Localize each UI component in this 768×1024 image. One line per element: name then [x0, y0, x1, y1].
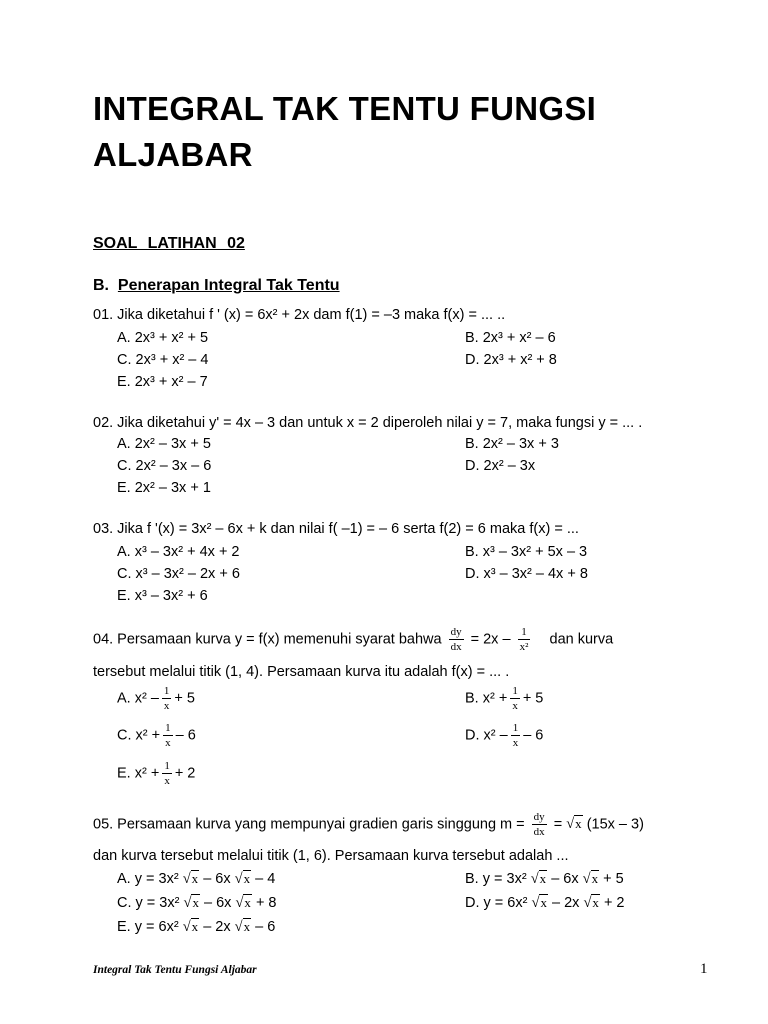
frac-den: x	[512, 737, 519, 749]
opt-pre: C. x² +	[117, 727, 161, 744]
frac-num: 1	[512, 722, 519, 734]
opt-pre: B. x² +	[465, 690, 508, 707]
dy-dx-fraction	[532, 810, 547, 839]
radicand: x	[191, 919, 199, 934]
opt-part: D. y = 6x²	[465, 895, 528, 911]
q01-option-e: E. 2x³ + x² – 7	[117, 374, 208, 390]
frac-den: x	[163, 700, 170, 712]
opt-part: – 6	[255, 919, 276, 935]
q02-option-a: A. 2x² – 3x + 5	[117, 436, 211, 452]
q01-option-a: A. 2x³ + x² + 5	[117, 330, 209, 346]
section-prefix: B.	[93, 277, 109, 294]
q05-stem-b: =	[553, 816, 563, 833]
one-over-x-fraction	[510, 684, 520, 713]
opt-post: + 2	[174, 765, 196, 782]
opt-part: + 8	[255, 895, 277, 911]
frac-num: dy	[450, 626, 462, 638]
opt-part: – 6x	[203, 895, 232, 911]
opt-part: E. y = 6x²	[117, 919, 179, 935]
q02-option-d: D. 2x² – 3x	[465, 458, 536, 474]
q05-stem-a: 05. Persamaan kurva yang mempunyai gradien garis singgung m =	[93, 816, 525, 833]
opt-post: – 6	[523, 727, 544, 744]
radicand: x	[591, 871, 599, 886]
frac-num: 1	[512, 685, 518, 697]
q01-option-b: B. 2x³ + x² – 6	[465, 330, 556, 346]
opt-part: + 5	[603, 871, 624, 887]
question-05-line-2: dan kurva tersebut melalui titik (1, 6). Persamaan kurva tersebut adalah ...	[93, 848, 569, 864]
dy-dx-fraction	[449, 625, 464, 654]
opt-pre: E. x² +	[117, 765, 160, 782]
section-heading	[93, 277, 340, 295]
q01-option-d: D. 2x³ + x² + 8	[465, 352, 557, 368]
q02-option-b: B. 2x² – 3x + 3	[465, 436, 559, 452]
one-over-x-fraction	[163, 721, 173, 750]
question-03-stem: 03. Jika f '(x) = 3x² – 6x + k dan nilai f( –1) = – 6 serta f(2) = 6 maka f(x) = ...	[93, 521, 579, 537]
radicand: x	[575, 816, 582, 832]
q03-option-a: A. x³ – 3x² + 4x + 2	[117, 544, 240, 560]
sqrt-x: √x	[183, 895, 199, 911]
exercise-subtitle: SOAL LATIHAN 02	[93, 235, 245, 252]
question-04-line-2: tersebut melalui titik (1, 4). Persamaan kurva itu adalah f(x) = ... .	[93, 664, 510, 680]
frac-den: x	[165, 737, 171, 749]
radicand: x	[192, 895, 199, 910]
page-title	[93, 86, 693, 178]
sqrt-x: √x	[530, 871, 547, 887]
opt-pre: A. x² –	[117, 690, 159, 707]
sqrt-x: √x	[531, 895, 547, 911]
q02-option-c: C. 2x² – 3x – 6	[117, 458, 212, 474]
sqrt-x: √x	[234, 871, 251, 887]
opt-post: – 6	[175, 727, 196, 744]
frac-den: x	[164, 775, 170, 787]
frac-num: 1	[164, 760, 170, 772]
frac-num: 1	[163, 685, 170, 697]
sqrt-x: √x	[582, 871, 599, 887]
q05-option-a	[117, 868, 275, 890]
frac-num: 1	[165, 722, 171, 734]
sqrt-x: √x	[583, 895, 599, 911]
opt-part: – 4	[255, 871, 276, 887]
footer-title: Integral Tak Tentu Fungsi Aljabar	[93, 964, 257, 976]
frac-den: x	[512, 700, 518, 712]
q04-option-a	[117, 684, 195, 713]
q05-option-d	[465, 892, 625, 914]
q02-option-e: E. 2x² – 3x + 1	[117, 480, 211, 496]
frac-den: dx	[450, 641, 462, 653]
radicand: x	[243, 871, 251, 886]
question-02-stem: 02. Jika diketahui y' = 4x – 3 dan untuk x = 2 diperoleh nilai y = 7, maka fungsi y = ... .	[93, 415, 643, 431]
q04-option-b	[465, 684, 543, 713]
radicand: x	[243, 919, 251, 934]
opt-part: – 6x	[551, 871, 579, 887]
opt-part: – 2x	[203, 919, 231, 935]
q03-option-d: D. x³ – 3x² – 4x + 8	[465, 566, 588, 582]
q05-option-c	[117, 892, 277, 914]
page-number: 1	[700, 961, 708, 977]
opt-post: + 5	[174, 690, 195, 707]
opt-pre: D. x² –	[465, 727, 508, 744]
opt-part: C. y = 3x²	[117, 895, 180, 911]
q03-option-b: B. x³ – 3x² + 5x – 3	[465, 544, 588, 560]
sqrt-x: √x	[234, 919, 251, 935]
q05-stem-c: (15x – 3)	[586, 816, 644, 833]
question-01-stem: 01. Jika diketahui f ' (x) = 6x² + 2x dam f(1) = –3 maka f(x) = ... ..	[93, 307, 506, 323]
frac-den: dx	[533, 826, 545, 838]
radicand: x	[540, 895, 547, 910]
opt-part: – 2x	[551, 895, 580, 911]
radicand: x	[191, 871, 199, 886]
q01-option-c: C. 2x³ + x² – 4	[117, 352, 209, 368]
sqrt-x: √x	[566, 816, 582, 833]
opt-part: A. y = 3x²	[117, 871, 179, 887]
one-over-x-fraction	[511, 721, 521, 750]
opt-part: + 2	[603, 895, 625, 911]
radicand: x	[539, 871, 547, 886]
q05-option-e	[117, 916, 275, 938]
q04-stem-b: = 2x –	[470, 631, 511, 648]
frac-num: dy	[533, 811, 545, 823]
one-over-x-fraction	[162, 759, 172, 788]
q03-option-e: E. x³ – 3x² + 6	[117, 588, 208, 604]
q04-stem-a: 04. Persamaan kurva y = f(x) memenuhi syarat bahwa	[93, 631, 442, 648]
one-over-x2-fraction	[518, 625, 531, 654]
title-line-2: ALJABAR	[93, 136, 253, 173]
frac-num: 1	[518, 625, 531, 640]
frac-den: x²	[519, 641, 529, 653]
sqrt-x: √x	[182, 871, 199, 887]
title-line-1: INTEGRAL TAK TENTU FUNGSI	[93, 90, 597, 127]
q04-option-e	[117, 759, 195, 788]
sqrt-x: √x	[182, 919, 199, 935]
radicand: x	[244, 895, 251, 910]
q04-option-d	[465, 721, 543, 750]
radicand: x	[592, 895, 599, 910]
one-over-x-fraction	[162, 684, 172, 713]
opt-part: B. y = 3x²	[465, 871, 527, 887]
opt-post: + 5	[522, 690, 544, 707]
question-04-stem	[93, 625, 683, 654]
sqrt-x: √x	[235, 895, 251, 911]
q04-stem-c: dan kurva	[549, 631, 614, 648]
opt-part: – 6x	[203, 871, 231, 887]
section-title: Penerapan Integral Tak Tentu	[117, 277, 340, 294]
q04-option-c	[117, 721, 196, 750]
q05-option-b	[465, 868, 624, 890]
q03-option-c: C. x³ – 3x² – 2x + 6	[117, 566, 240, 582]
question-05-stem	[93, 810, 644, 839]
